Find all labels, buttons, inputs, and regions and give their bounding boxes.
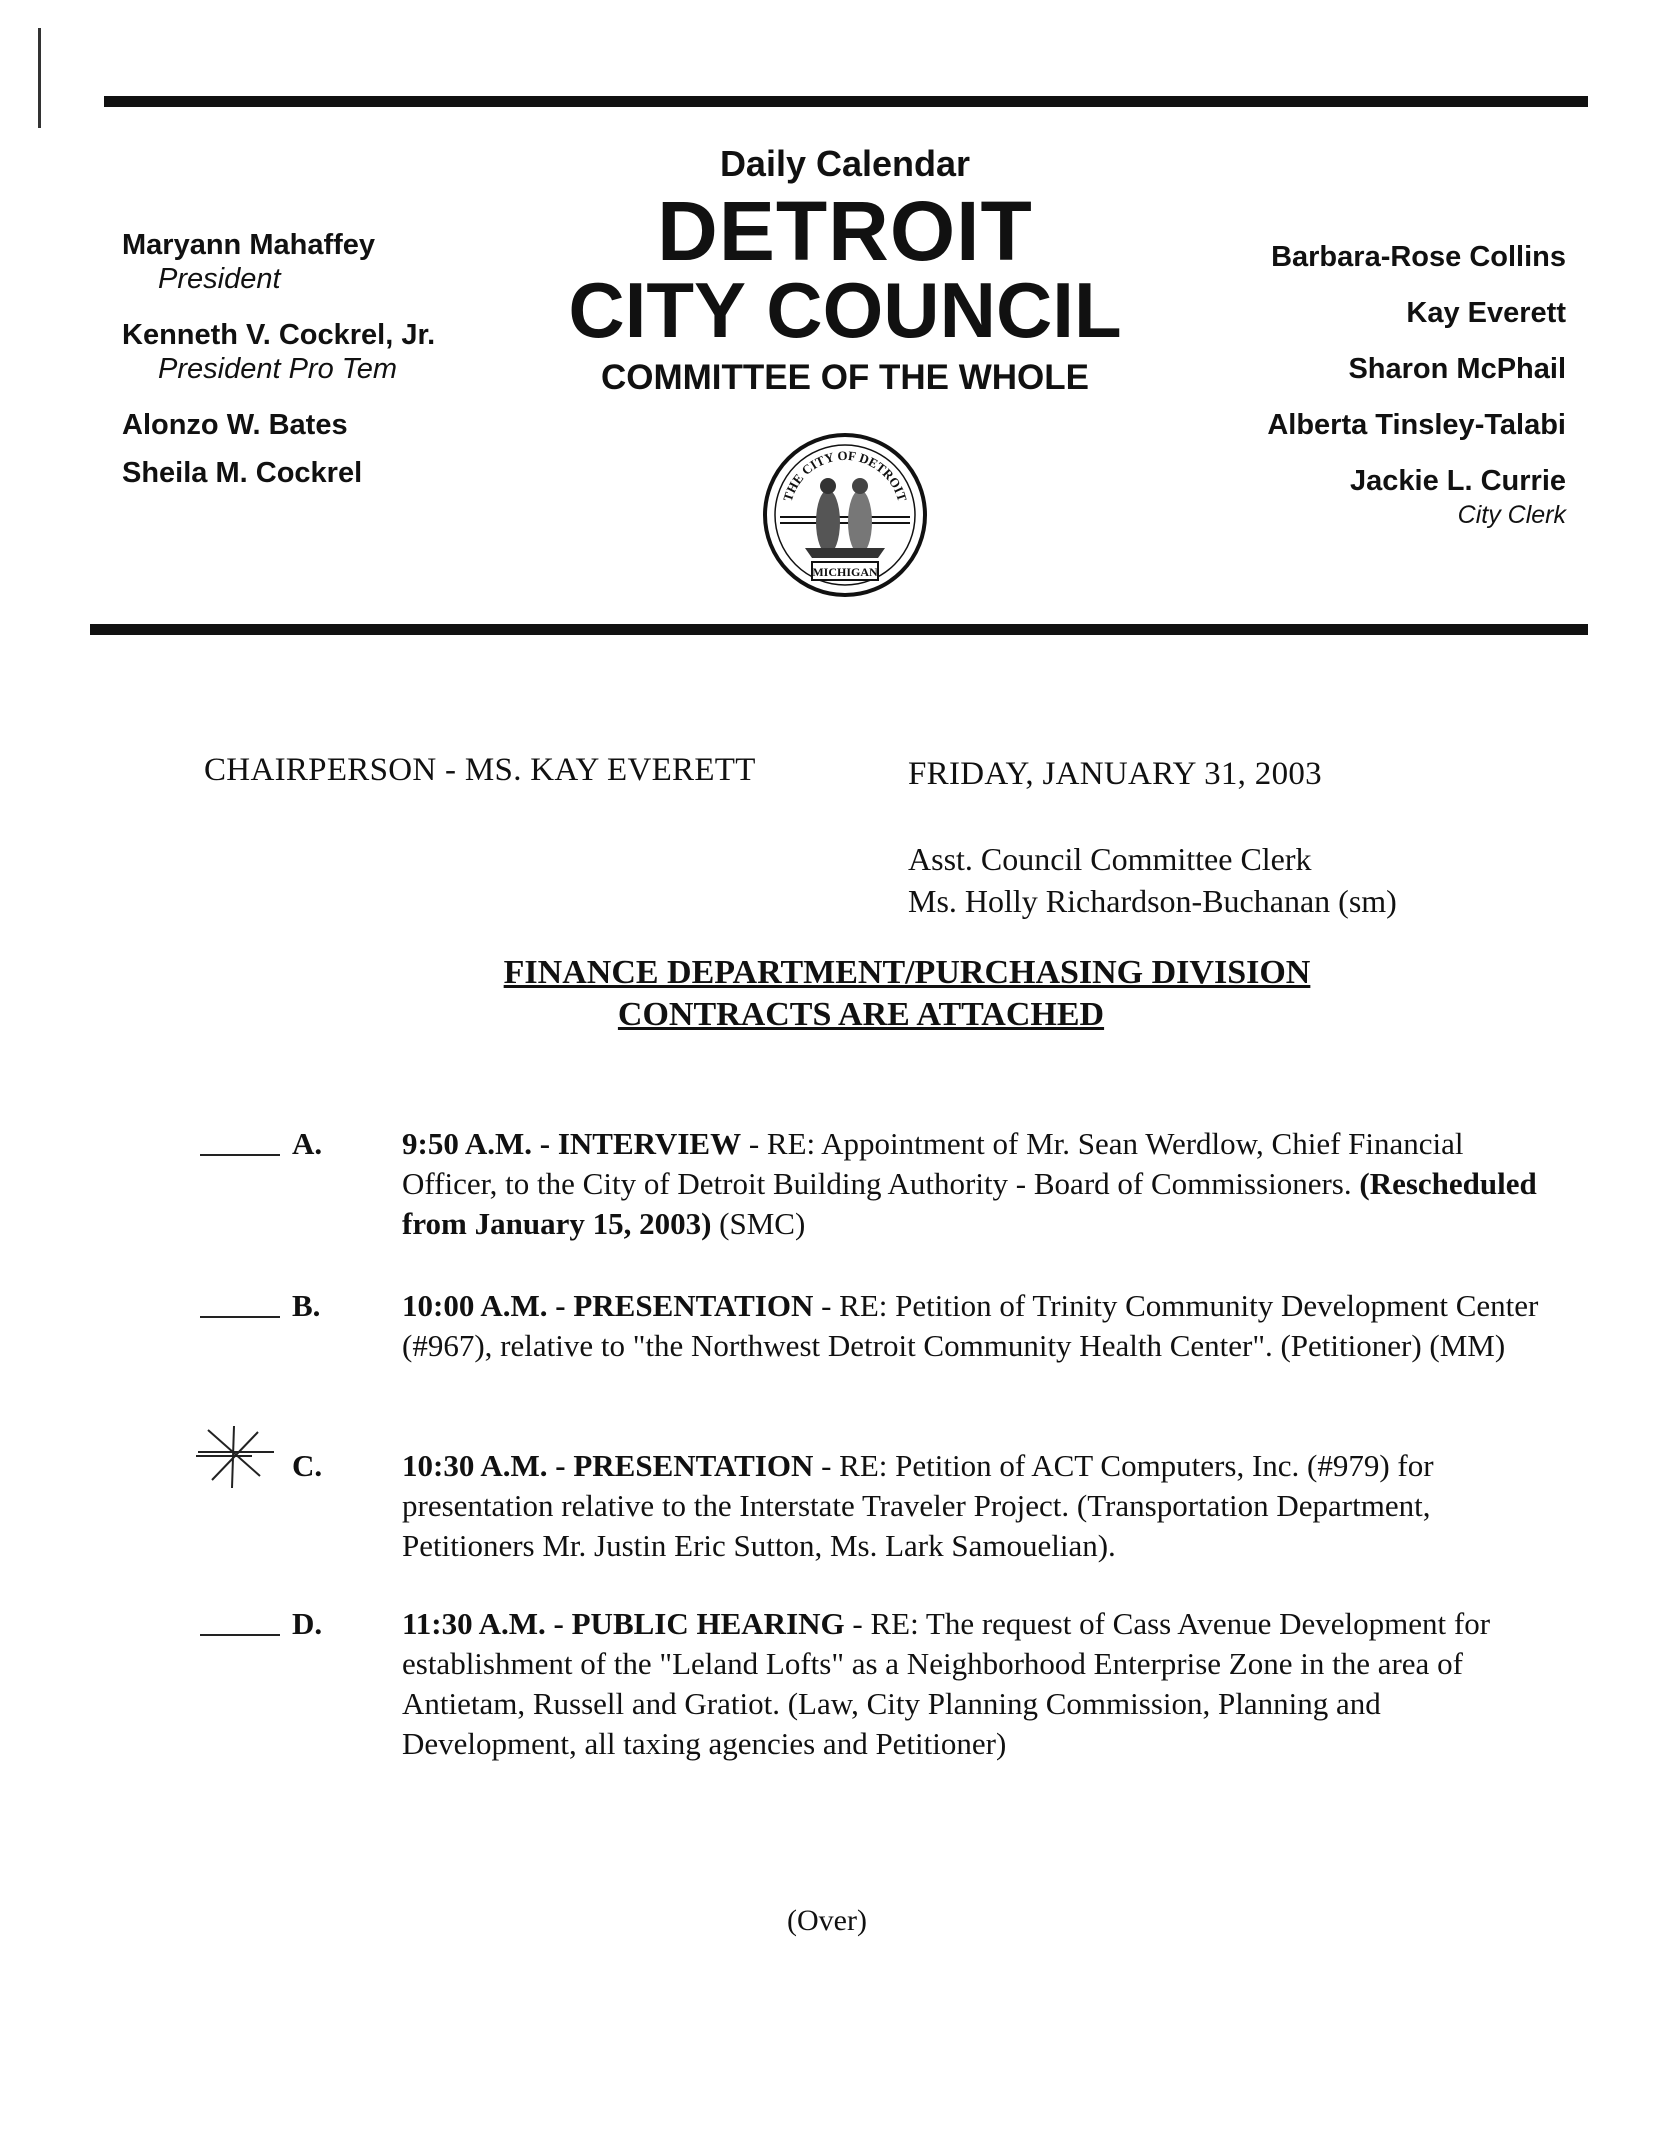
city-seal-logo (760, 430, 930, 600)
item-letter: A. (292, 1126, 323, 1161)
checkoff-blank (200, 1316, 280, 1318)
chairperson-line: CHAIRPERSON - MS. KAY EVERETT (204, 752, 756, 788)
member-name: Sharon McPhail (1348, 353, 1566, 385)
member-name: Jackie L. Currie (1350, 465, 1566, 497)
agenda-item (200, 1446, 1560, 1576)
item-tail: (SMC) (711, 1206, 806, 1241)
header-bottom-rule (90, 624, 1588, 635)
city-title: DETROIT (657, 184, 1033, 278)
item-letter: B. (292, 1288, 321, 1323)
daily-calendar-label: Daily Calendar (719, 143, 971, 184)
item-time: 11:30 A.M. - PUBLIC HEARING (402, 1606, 845, 1641)
item-body (402, 1446, 1542, 1566)
item-time: 10:30 A.M. - PRESENTATION (402, 1448, 814, 1483)
right-members-list (1146, 240, 1566, 532)
item-time: 10:00 A.M. - PRESENTATION (402, 1288, 814, 1323)
clerk-block (908, 838, 1397, 922)
item-bold-note: (Rescheduled from January 15, 2003) (402, 1166, 1537, 1241)
member-name: Barbara-Rose Collins (1271, 241, 1566, 273)
item-letter: D. (292, 1606, 323, 1641)
seal-top-text: THE CITY OF DETROIT (779, 447, 911, 504)
committee-title: COMMITTEE OF THE WHOLE (600, 358, 1090, 397)
handwritten-star-mark (192, 1422, 276, 1502)
over-footer: (Over) (787, 1904, 867, 1937)
item-text: - RE: Petition of ACT Computers, Inc. (#979) for presentation relative to the Interstate Traveler Project. (Transportation Department, Petitioners Mr. Justin Eric Sutton, Ms. Lark Samouelian). (402, 1448, 1434, 1563)
item-text: - RE: The request of Cass Avenue Development for establishment of the "Leland Lofts" as a Neighborhood Enterprise Zone in the area of Antietam, Russell and Gratiot. (Law, City Planning Commission, Planning and Development, all taxing agencies and Petitioner) (402, 1606, 1491, 1761)
header-top-rule (104, 96, 1588, 107)
section-heading-line2: CONTRACTS ARE ATTACHED (617, 996, 1105, 1033)
member-title: President Pro Tem (158, 353, 398, 385)
member-name: Alonzo W. Bates (122, 409, 348, 441)
member-name: Sheila M. Cockrel (122, 457, 363, 489)
checkoff-blank (200, 1154, 280, 1156)
agenda-item (200, 1124, 1560, 1254)
section-heading-line1: FINANCE DEPARTMENT/PURCHASING DIVISION (503, 954, 1311, 991)
item-text: - RE: Petition of Trinity Community Development Center (#967), relative to "the Northwest Detroit Community Health Center". (Petitioner) (MM) (402, 1288, 1539, 1363)
member-entry (122, 456, 542, 490)
member-entry (122, 318, 542, 386)
member-title: President (158, 263, 281, 295)
item-body (402, 1286, 1542, 1366)
clerk-title: Asst. Council Committee Clerk (908, 841, 1312, 877)
member-title: City Clerk (1457, 501, 1566, 529)
member-name: Kay Everett (1406, 297, 1566, 329)
seal-bottom-text: MICHIGAN (812, 565, 878, 579)
item-body (402, 1124, 1542, 1244)
item-body (402, 1604, 1542, 1764)
item-letter: C. (292, 1448, 323, 1483)
meeting-date: FRIDAY, JANUARY 31, 2003 (908, 756, 1322, 792)
agenda-item (200, 1286, 1560, 1416)
council-title: CITY COUNCIL (568, 266, 1122, 354)
member-entry (122, 408, 542, 442)
clerk-name: Ms. Holly Richardson-Buchanan (sm) (908, 883, 1397, 919)
scan-edge-mark (38, 28, 41, 128)
left-members-list (122, 228, 542, 490)
item-text: - RE: Appointment of Mr. Sean Werdlow, Chief Financial Officer, to the City of Detroit Building Authority - Board of Commissioners. (402, 1126, 1464, 1201)
checkoff-blank (200, 1634, 280, 1636)
masthead (520, 140, 1170, 400)
agenda-item (200, 1604, 1560, 1774)
item-time: 9:50 A.M. - INTERVIEW (402, 1126, 742, 1161)
member-name: Alberta Tinsley-Talabi (1267, 409, 1566, 441)
member-name: Kenneth V. Cockrel, Jr. (122, 319, 436, 351)
member-name: Maryann Mahaffey (122, 229, 376, 261)
member-entry (122, 228, 542, 296)
